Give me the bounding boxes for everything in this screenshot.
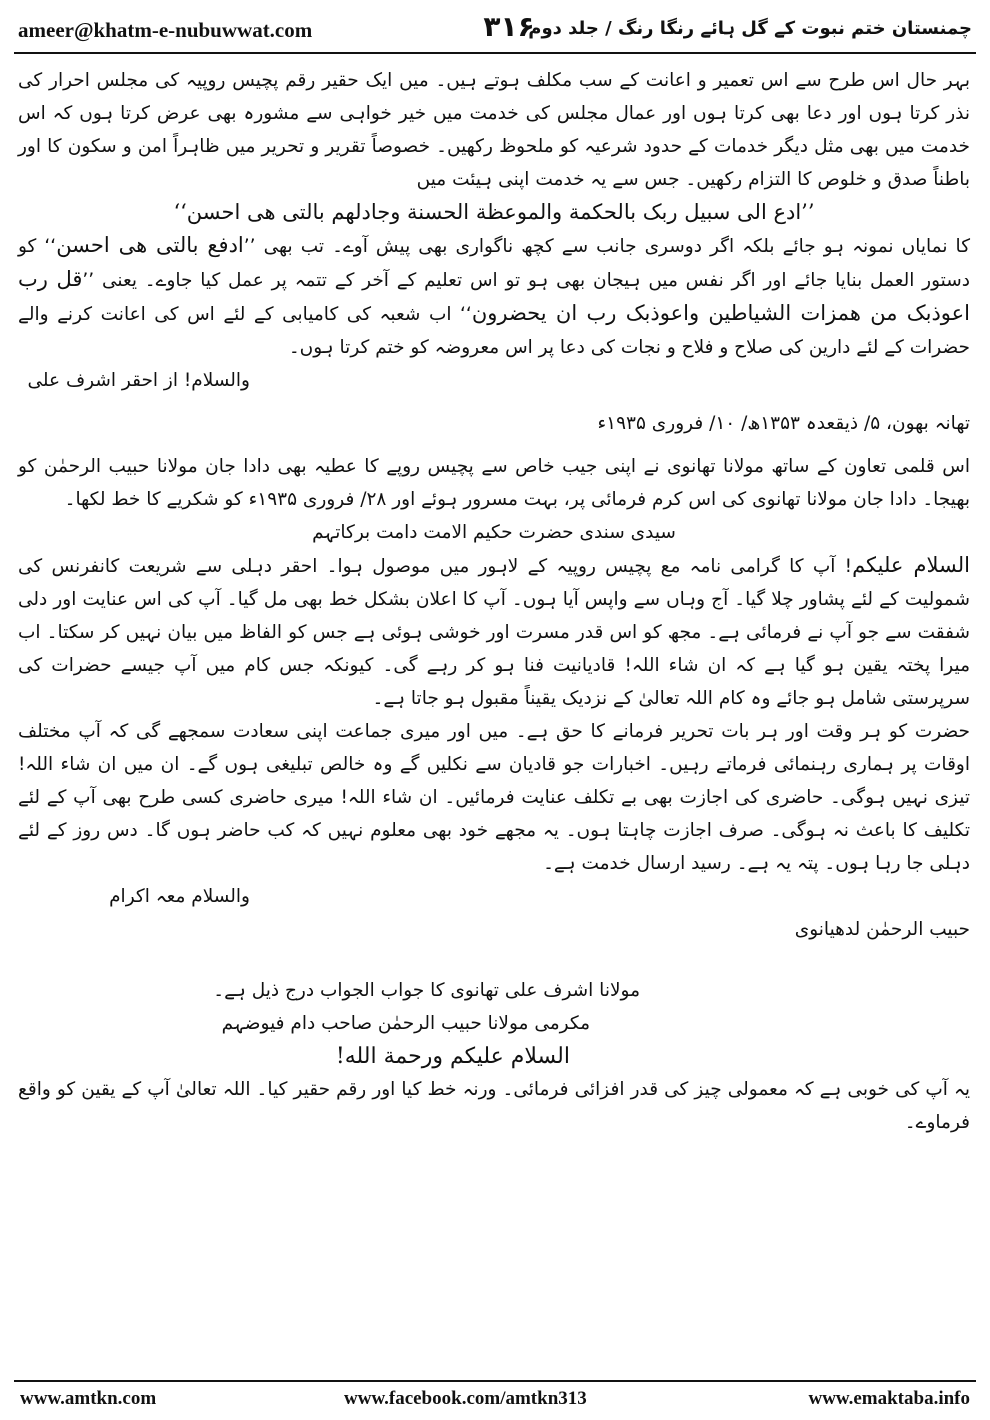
letter-heading-2: مکرمی مولانا حبیب الرحمٰن صاحب دام فیوضہم bbox=[221, 1013, 590, 1034]
header-divider bbox=[14, 52, 976, 54]
page-number: ۳۱۶ bbox=[483, 10, 535, 43]
paragraph-1-text: بہر حال اس طرح سے اس تعمیر و اعانت کے سب مکلف ہوتے ہیں۔ میں ایک حقیر رقم پچیس روپیہ کی مجلس احرار کی نذر کرتا ہوں اور دعا بھی کرتا ہوں اور عمال مجلس کی خدمت میں خیر خواہی سے مشورہ بھی عرض کرتا ہوں کہ اس خدمت میں بھی مثل دیگر خدمات کے حدود شرعیہ کو ملحوظ رکھیں۔ خصوصاً تقریر و تحریر میں ظاہراً امن و سکون کا اور باطناً صدق و خلوص کا التزام رکھیں۔ جس سے یہ خدمت اپنی ہیئت میں bbox=[18, 70, 970, 190]
footer-divider bbox=[14, 1380, 976, 1382]
closing-2: والسلام معہ اکرام bbox=[109, 886, 250, 907]
quranic-verse-3: قل رب اعوذبک من همزات الشیاطین واعوذبک رب ان یحضرون bbox=[18, 267, 971, 325]
book-title: چمنستان ختم نبوت کے گل ہائے رنگا رنگ / جلد دوم bbox=[528, 18, 972, 39]
signature-2: حبیب الرحمٰن لدھیانوی bbox=[794, 919, 970, 940]
paragraph-2a: کا نمایاں نمونہ ہو جائے بلکہ اگر دوسری جانب سے کچھ ناگواری بھی پیش آوے۔ تب بھی ’’ bbox=[243, 236, 970, 257]
paragraph-1 bbox=[18, 64, 970, 196]
header-email: ameer@khatm-e-nubuwwat.com bbox=[18, 18, 313, 42]
page-header bbox=[14, 8, 976, 48]
paragraph-2 bbox=[18, 229, 970, 364]
paragraph-2c: ‘‘ اب شعبہ کی کامیابی کے لئے اس کی اعانت کرنے والے حضرات کے لئے دارین کی صلاح و فلاح و نجات کی دعا پر اس معروضہ کو ختم کرتا ہوں۔ bbox=[18, 304, 970, 358]
footer-link-amtkn[interactable]: www.amtkn.com bbox=[20, 1388, 157, 1409]
page-footer bbox=[14, 1388, 976, 1416]
quranic-verse-1: ’’ادع الی سبیل ربک بالحکمة والموعظة الحسنة وجادلهم بالتی هی احسن‘‘ bbox=[173, 200, 815, 224]
footer-link-facebook[interactable]: www.facebook.com/amtkn313 bbox=[344, 1388, 587, 1409]
paragraph-6: مولانا اشرف علی تھانوی کا جواب الجواب درج ذیل ہے۔ bbox=[213, 980, 640, 1001]
salam-greeting-1: السلام علیکم bbox=[852, 553, 970, 577]
letter-date: تھانہ بھون، ۵/ ذیقعدہ ۱۳۵۳ھ/ ۱۰/ فروری ۱۹۳۵ء bbox=[597, 413, 970, 434]
paragraph-3: اس قلمی تعاون کے ساتھ مولانا تھانوی نے اپنی جیب خاص سے پچیس روپے کا عطیہ بھی دادا جان مولانا حبیب الرحمٰن کو بھیجا۔ دادا جان مولانا تھانوی کی اس کرم فرمائی پر، بہت مسرور ہوئے اور ۲۸/ فروری ۱۹۳۵ء کو شکریے کا خط لکھا۔ bbox=[18, 456, 970, 510]
footer-link-emaktaba[interactable]: www.emaktaba.info bbox=[808, 1388, 970, 1409]
paragraph-4-text: ! آپ کا گرامی نامہ مع پچیس روپیہ کے لاہور میں موصول ہوا۔ احقر دہلی سے شریعت کانفرنس کی شمولیت کے لئے پشاور چلا گیا۔ آج وہاں سے واپس آیا ہوں۔ آپ کا اعلان بشکل خط بھی مل گیا۔ آپ کی اس عنایت اور دلی شفقت سے جو آپ نے فرمائی ہے۔ مجھ کو اس قدر مسرت اور خوشی ہوئی ہے جس کو الفاظ میں بیان نہیں کر سکتا۔ اب میرا پختہ یقین ہو گیا ہے کہ ان شاء اللہ! قادیانیت فنا ہو کر رہے گی۔ کیونکہ جس کام میں آپ جیسے حضرات کی سرپرستی شامل ہو جائے وہ کام اللہ تعالیٰ کے نزدیک یقیناً مقبول ہو جاتا ہے۔ bbox=[18, 556, 970, 709]
paragraph-7: یہ آپ کی خوبی ہے کہ معمولی چیز کی قدر افزائی فرمائی۔ ورنہ خط کیا اور رقم حقیر کیا۔ اللہ تعالیٰ آپ کے یقین کو واقع فرماوے۔ bbox=[18, 1079, 970, 1133]
letter-heading-1: سیدی سندی حضرت حکیم الامت دامت برکاتہم bbox=[312, 522, 676, 543]
salam-greeting-2: السلام علیکم ورحمة الله! bbox=[335, 1044, 570, 1069]
page-body bbox=[18, 64, 970, 1374]
paragraph-2b: ‘‘ کو دستور العمل بنایا جائے اور اگر نفس میں ہیجان بھی ہو تو اس تعلیم کے آخر کے تتمہ پر عمل کیا جاوے۔ یعنی ’’ bbox=[18, 236, 970, 291]
closing-signature-1: والسلام! از احقر اشرف علی bbox=[27, 370, 250, 391]
paragraph-4 bbox=[18, 549, 970, 715]
paragraph-5: حضرت کو ہر وقت اور ہر بات تحریر فرمانے کا حق ہے۔ میں اور میری جماعت اپنی سعادت سمجھے گی کہ آپ مختلف اوقات پر ہماری رہنمائی فرماتے رہیں۔ اخبارات جو قادیان سے نکلیں گے وہ خالص تبلیغی ہوں گے۔ ان میں ان شاء اللہ! تیزی نہیں ہوگی۔ حاضری کی اجازت بھی بے تکلف عنایت فرمائیں۔ ان شاء اللہ! میری حاضری کسی طرح بھی آپ کے لئے تکلیف کا باعث نہ ہوگی۔ صرف اجازت چاہتا ہوں۔ یہ مجھے خود بھی معلوم نہیں کہ کب حاضر ہوں گا۔ دس روز کے لئے دہلی جا رہا ہوں۔ پتہ یہ ہے۔ رسید ارسال خدمت ہے۔ bbox=[18, 721, 970, 874]
quranic-verse-2: ادفع بالتی هی احسن bbox=[56, 233, 244, 257]
